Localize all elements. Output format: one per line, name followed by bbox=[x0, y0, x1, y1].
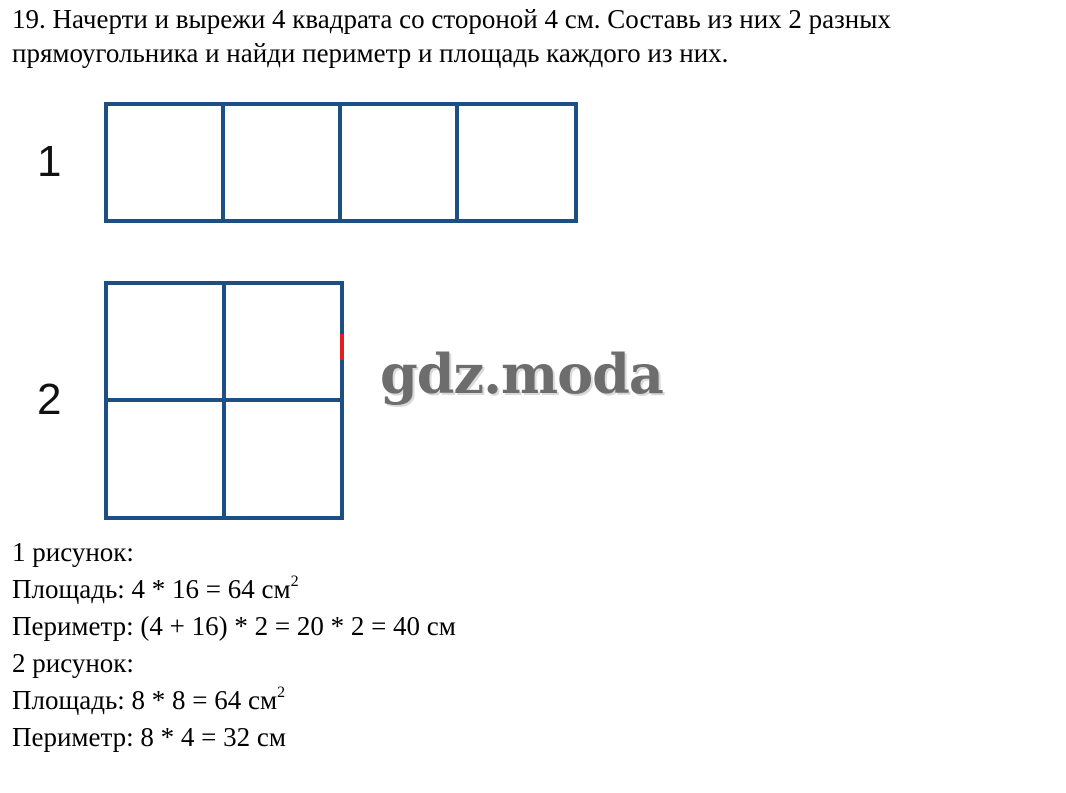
figure-1-rectangle bbox=[104, 102, 578, 223]
figure-2-square-4 bbox=[222, 398, 344, 520]
task-text bbox=[12, 2, 1062, 70]
figure-1-square-3 bbox=[338, 102, 459, 223]
solution-text bbox=[12, 534, 456, 756]
watermark-logo: gdz.moda bbox=[380, 342, 663, 406]
figure-2-square-2 bbox=[222, 281, 344, 402]
fig2-perimeter: Периметр: 8 * 4 = 32 см bbox=[12, 722, 286, 752]
figure-1-label: 1 bbox=[37, 137, 62, 186]
fig1-title: 1 рисунок: bbox=[12, 537, 134, 567]
task-line-2: прямоугольника и найди периметр и площадь каждого из них. bbox=[12, 38, 729, 68]
fig1-perimeter: Периметр: (4 + 16) * 2 = 20 * 2 = 40 см bbox=[12, 611, 456, 641]
figure-1-square-1 bbox=[104, 102, 225, 223]
figure-2-square bbox=[104, 281, 344, 520]
fig2-area bbox=[12, 682, 456, 719]
figure-2-square-1 bbox=[104, 281, 226, 402]
fig2-area-exponent: 2 bbox=[277, 684, 286, 701]
figure-1-square-4 bbox=[455, 102, 578, 223]
fig1-area bbox=[12, 571, 456, 608]
task-line-1: 19. Начерти и вырежи 4 квадрата со стороной 4 см. Составь из них 2 разных bbox=[12, 4, 891, 34]
fig2-title: 2 рисунок: bbox=[12, 648, 134, 678]
red-mark bbox=[340, 334, 344, 360]
figure-2-label: 2 bbox=[37, 375, 62, 424]
fig1-area-exponent: 2 bbox=[290, 573, 299, 590]
fig2-area-text: Площадь: 8 * 8 = 64 см bbox=[12, 685, 278, 715]
fig1-area-text: Площадь: 4 * 16 = 64 см bbox=[12, 574, 291, 604]
figure-1-square-2 bbox=[221, 102, 342, 223]
figure-2-square-3 bbox=[104, 398, 226, 520]
